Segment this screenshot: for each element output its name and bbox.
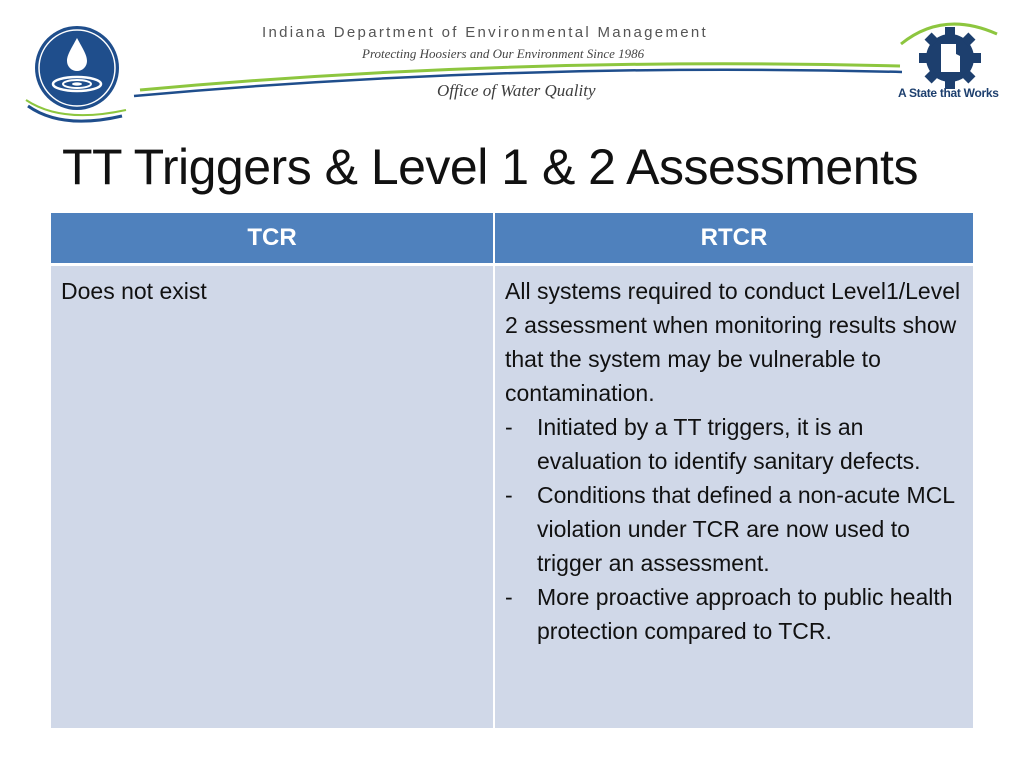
list-item — [505, 410, 961, 478]
list-item — [505, 478, 961, 580]
tcr-header: TCR — [51, 213, 495, 263]
office-name: Office of Water Quality — [437, 81, 596, 100]
list-item — [505, 580, 961, 648]
tcr-cell — [51, 263, 495, 728]
state-tagline — [898, 86, 1008, 100]
org-tagline: Protecting Hoosiers and Our Environment Since 1986 — [362, 46, 645, 61]
idem-water-logo-icon — [22, 18, 132, 128]
rtcr-cell — [495, 263, 973, 728]
tcr-text: Does not exist — [61, 278, 207, 304]
bullet-dash: - — [505, 414, 513, 440]
bullet-text: More proactive approach to public health protection compared to TCR. — [537, 584, 953, 644]
rtcr-header: RTCR — [495, 213, 973, 263]
state-tagline-b: Works — [963, 86, 999, 100]
bullet-text: Conditions that defined a non-acute MCL violation under TCR are now used to trigger an assessment. — [537, 482, 955, 576]
org-name: Indiana Department of Environmental Management — [262, 24, 708, 41]
rtcr-intro: All systems required to conduct Level1/Level 2 assessment when monitoring results show that the system may be vulnerable to contamination. — [505, 278, 961, 406]
bullet-text: Initiated by a TT triggers, it is an evaluation to identify sanitary defects. — [537, 414, 921, 474]
rtcr-bullet-list — [505, 410, 961, 648]
bullet-dash: - — [505, 482, 513, 508]
state-tagline-a: A State that — [898, 86, 964, 100]
slide-title: TT Triggers & Level 1 & 2 Assessments — [62, 139, 918, 195]
comparison-table — [51, 213, 973, 728]
bullet-dash: - — [505, 584, 513, 610]
table-header-row — [51, 213, 973, 263]
table-row — [51, 263, 973, 728]
